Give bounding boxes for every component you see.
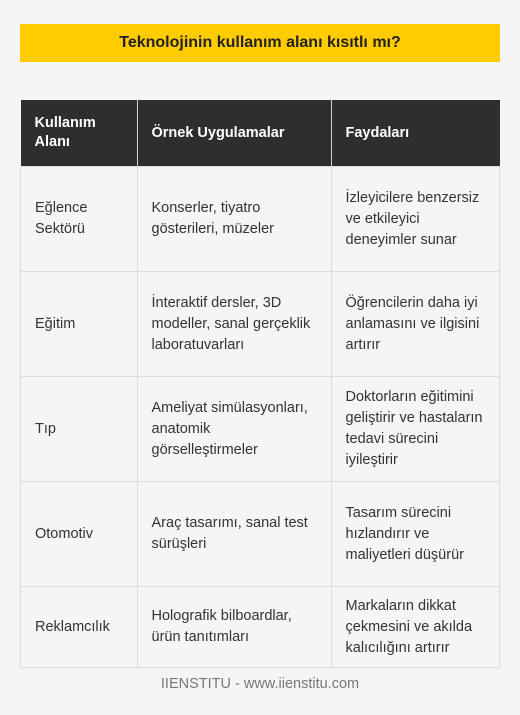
cell-benefits: Tasarım sürecini hızlandırır ve maliyetleri düşürür [331, 482, 500, 587]
cell-usage-area: Eğitim [21, 272, 138, 377]
table-header-row [21, 100, 500, 167]
cell-example-applications: Konserler, tiyatro gösterileri, müzeler [137, 167, 331, 272]
table-row [21, 272, 500, 377]
page-title: Teknolojinin kullanım alanı kısıtlı mı? [20, 24, 500, 62]
table-row [21, 587, 500, 668]
cell-usage-area: Eğlence Sektörü [21, 167, 138, 272]
cell-usage-area: Tıp [21, 377, 138, 482]
footer-credit: IIENSTITU - www.iienstitu.com [160, 676, 360, 692]
cell-benefits: İzleyicilere benzersiz ve etkileyici deneyimler sunar [331, 167, 500, 272]
cell-benefits: Doktorların eğitimini geliştirir ve hastaların tedavi sürecini iyileştirir [331, 377, 500, 482]
cell-usage-area: Reklamcılık [21, 587, 138, 668]
cell-example-applications: Ameliyat simülasyonları, anatomik görselleştirmeler [137, 377, 331, 482]
cell-example-applications: Holografik bilboardlar, ürün tanıtımları [137, 587, 331, 668]
column-header-benefits: Faydaları [331, 100, 500, 167]
column-header-usage-area: Kullanım Alanı [21, 100, 138, 167]
table-row [21, 377, 500, 482]
cell-benefits: Öğrencilerin daha iyi anlamasını ve ilgisini artırır [331, 272, 500, 377]
cell-usage-area: Otomotiv [21, 482, 138, 587]
cell-example-applications: İnteraktif dersler, 3D modeller, sanal gerçeklik laboratuvarları [137, 272, 331, 377]
cell-benefits: Markaların dikkat çekmesini ve akılda kalıcılığını artırır [331, 587, 500, 668]
table-row [21, 482, 500, 587]
cell-example-applications: Araç tasarımı, sanal test sürüşleri [137, 482, 331, 587]
table-row [21, 167, 500, 272]
data-table [20, 100, 500, 668]
column-header-example-applications: Örnek Uygulamalar [137, 100, 331, 167]
